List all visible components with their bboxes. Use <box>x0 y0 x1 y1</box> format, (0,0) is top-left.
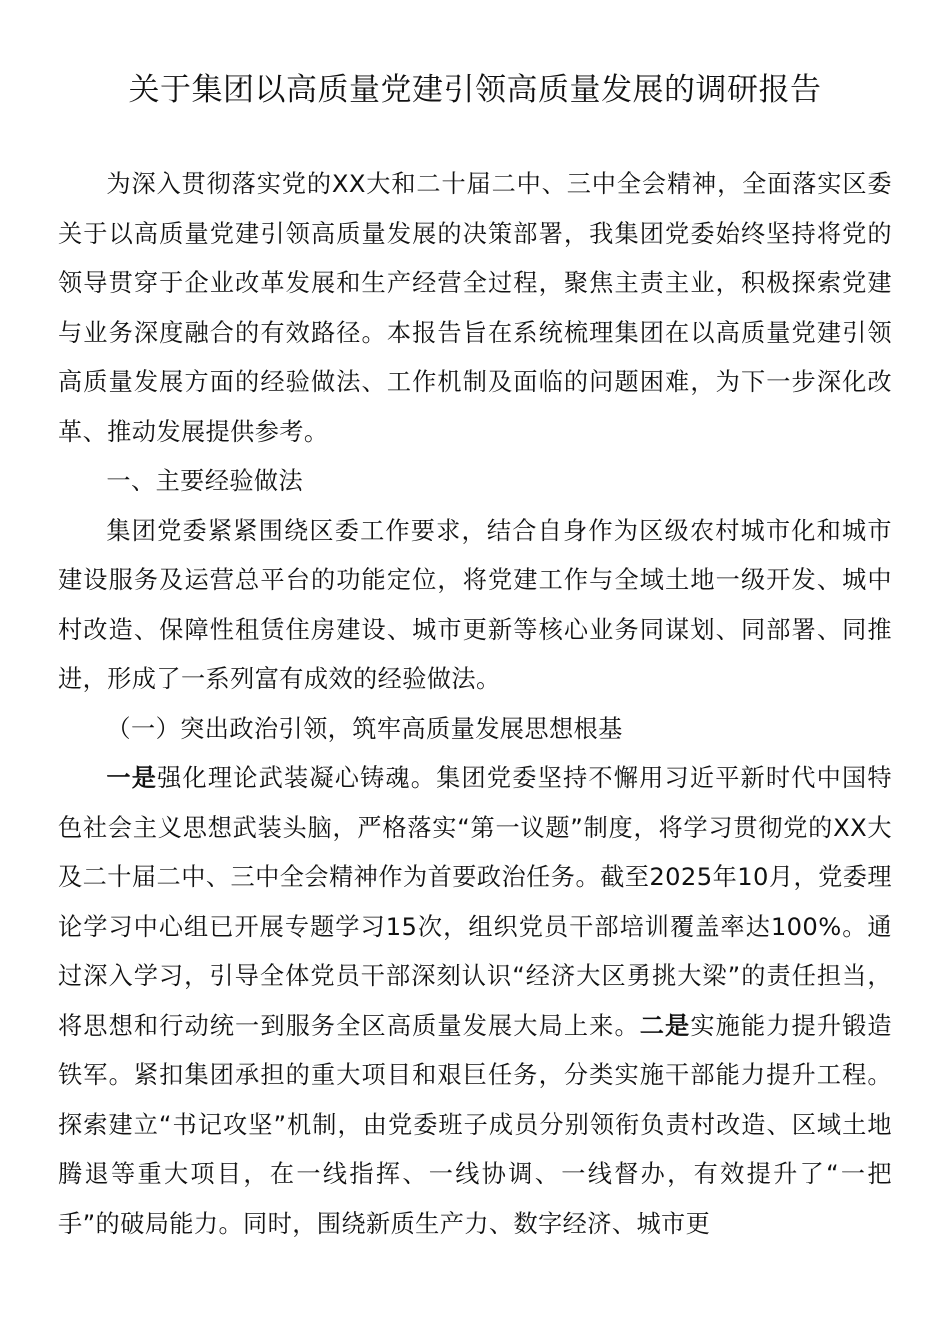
document-body <box>58 160 892 1249</box>
document-title: 关于集团以高质量党建引领高质量发展的调研报告 <box>128 72 822 108</box>
body-paragraph <box>58 754 892 1249</box>
section-heading: 一、主要经验做法 <box>106 467 304 495</box>
point-text: 强化理论武装凝心铸魂。集团党委坚持不懈用习近平新时代中国特色社会主义思想武装头脑，严格落实“第一议题”制度，将学习贯彻党的XX大及二十届二中、三中全会精神作为首要政治任务。截至2025年10月，党委理论学习中心组已开展专题学习15次，组织党员干部培训覆盖率达100%。通过深入学习，引导全体党员干部深刻认识“经济大区勇挑大梁”的责任担当，将思想和行动统一到服务全区高质量发展大局上来。 <box>58 764 892 1040</box>
point-label: 二是 <box>639 1011 691 1040</box>
intro-paragraph: 为深入贯彻落实党的XX大和二十届二中、三中全会精神，全面落实区委关于以高质量党建引领高质量发展的决策部署，我集团党委始终坚持将党的领导贯穿于企业改革发展和生产经营全过程，聚焦主责主业，积极探索党建与业务深度融合的有效路径。本报告旨在系统梳理集团在以高质量党建引领高质量发展方面的经验做法、工作机制及面临的问题困难，为下一步深化改革、推动发展提供参考。 <box>58 170 892 446</box>
point-text: 实施能力提升锻造铁军。紧扣集团承担的重大项目和艰巨任务，分类实施干部能力提升工程。探索建立“书记攻坚”机制，由党委班子成员分别领衔负责村改造、区域土地腾退等重大项目，在一线指挥、一线协调、一线督办，有效提升了“一把手”的破局能力。同时，围绕新质生产力、数字经济、城市更 <box>58 1011 893 1238</box>
section-intro-paragraph: 集团党委紧紧围绕区委工作要求，结合自身作为区级农村城市化和城市建设服务及运营总平台的功能定位，将党建工作与全域土地一级开发、城中村改造、保障性租赁住房建设、城市更新等核心业务同谋划、同部署、同推进，形成了一系列富有成效的经验做法。 <box>58 516 892 693</box>
point-label: 一是 <box>106 764 158 792</box>
subsection-heading: （一）突出政治引领，筑牢高质量发展思想根基 <box>106 714 623 743</box>
